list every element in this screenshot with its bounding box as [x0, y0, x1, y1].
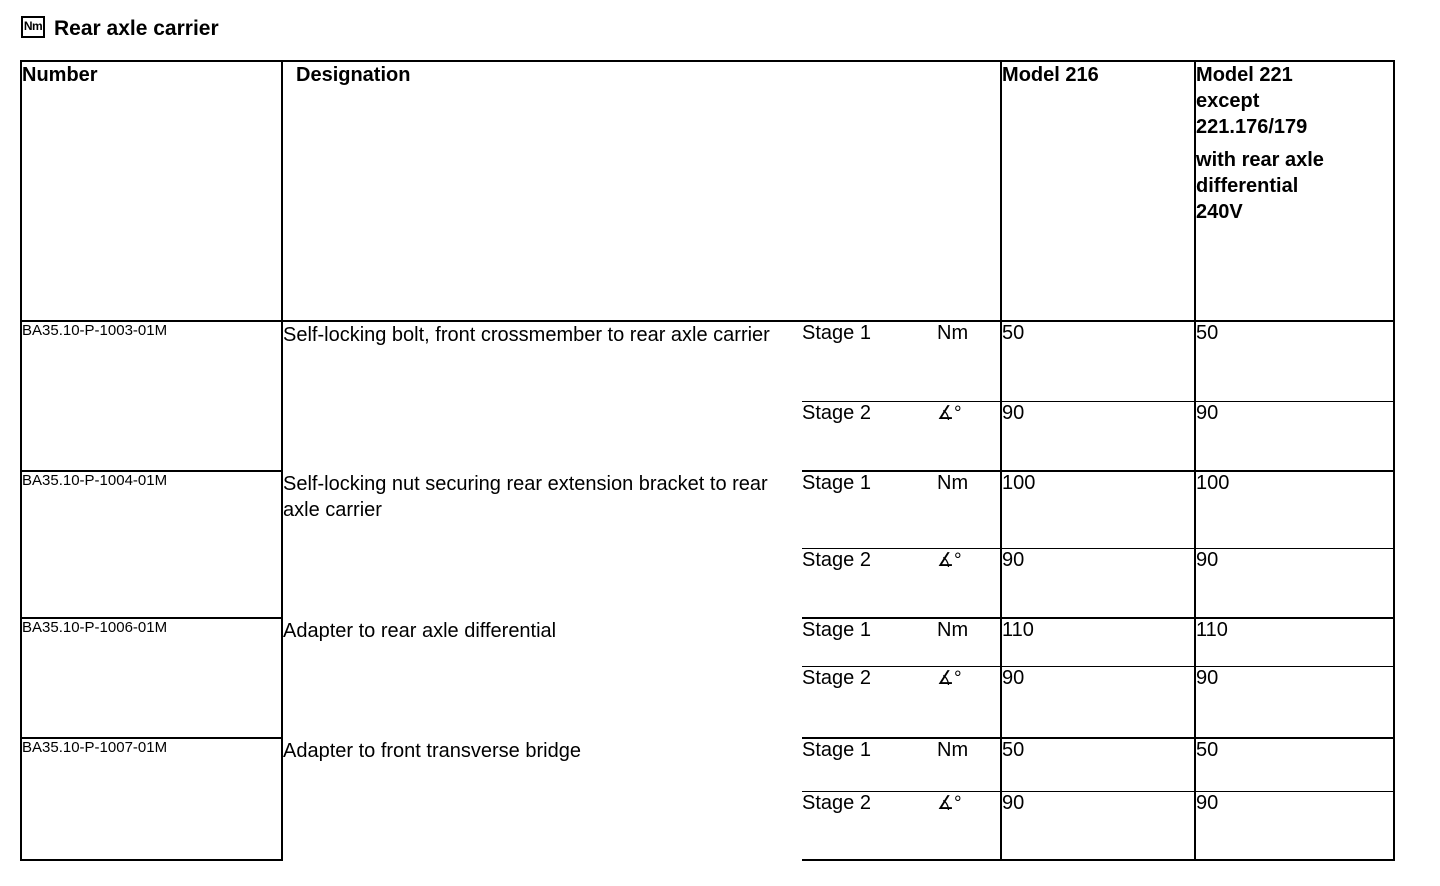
- angle-unit-label: [937, 791, 1001, 860]
- stage-label: Stage 1: [802, 739, 871, 761]
- model-221-value: 90: [1195, 666, 1394, 738]
- torque-spec-table: [20, 60, 1395, 861]
- angle-unit-label: [937, 666, 1001, 738]
- model-221-value: 90: [1195, 401, 1394, 471]
- column-header-model-216: Model 216: [1001, 61, 1195, 321]
- model-216-value: 110: [1001, 618, 1195, 666]
- part-number-cell: BA35.10-P-1006-01M: [21, 618, 282, 738]
- designation-cell: Self-locking bolt, front crossmember to rear axle carrier: [282, 321, 802, 471]
- model-221-header-line: 240V: [1196, 201, 1243, 223]
- unit-label: Nm: [937, 322, 969, 344]
- table-row: [21, 471, 1394, 548]
- stage-label: Stage 1: [802, 619, 871, 641]
- stage-label: Stage 2: [802, 548, 937, 618]
- unit-label: Nm: [937, 472, 969, 494]
- designation-cell: Adapter to rear axle differential: [282, 618, 802, 738]
- column-header-designation: Designation: [282, 61, 1001, 321]
- model-216-value: 50: [1001, 321, 1195, 401]
- model-221-header-line: Model 221: [1196, 64, 1293, 86]
- model-221-header-line: differential: [1196, 175, 1299, 197]
- angle-icon: ∡°: [937, 667, 962, 689]
- stage-label: Stage 1: [802, 472, 871, 494]
- model-221-value: 50: [1195, 738, 1394, 791]
- part-number-cell: BA35.10-P-1007-01M: [21, 738, 282, 860]
- column-header-model-221: [1195, 61, 1394, 321]
- angle-icon: ∡°: [937, 792, 962, 814]
- angle-icon: ∡°: [937, 549, 962, 571]
- page-header: [21, 14, 219, 44]
- model-221-value: 90: [1195, 548, 1394, 618]
- unit-label: Nm: [937, 619, 969, 641]
- table-row: [21, 321, 1394, 401]
- table-header-row: [21, 61, 1394, 321]
- angle-icon: ∡°: [937, 402, 962, 424]
- model-216-value: 90: [1001, 791, 1195, 860]
- column-header-number: Number: [21, 61, 282, 321]
- designation-cell: Self-locking nut securing rear extension bracket to rear axle carrier: [282, 471, 802, 618]
- model-216-value: 100: [1001, 471, 1195, 548]
- model-216-value: 90: [1001, 401, 1195, 471]
- model-221-value: 110: [1195, 618, 1394, 666]
- stage-label: Stage 2: [802, 791, 937, 860]
- model-221-header-line: with rear axle: [1196, 149, 1324, 171]
- part-number-cell: BA35.10-P-1003-01M: [21, 321, 282, 471]
- designation-cell: Adapter to front transverse bridge: [282, 738, 802, 860]
- model-221-value: 90: [1195, 791, 1394, 860]
- model-216-value: 90: [1001, 666, 1195, 738]
- stage-label: Stage 2: [802, 666, 937, 738]
- torque-nm-icon: Nm: [21, 16, 45, 38]
- part-number-cell: BA35.10-P-1004-01M: [21, 471, 282, 618]
- model-216-value: 50: [1001, 738, 1195, 791]
- stage-label: Stage 1: [802, 322, 871, 344]
- angle-unit-label: [937, 401, 1001, 471]
- model-216-value: 90: [1001, 548, 1195, 618]
- page-title: Rear axle carrier: [54, 17, 219, 40]
- model-221-value: 50: [1195, 321, 1394, 401]
- unit-label: Nm: [937, 739, 969, 761]
- stage-label: Stage 2: [802, 401, 937, 471]
- model-221-header-line: except: [1196, 90, 1260, 112]
- table-row: [21, 618, 1394, 666]
- model-221-header-line: 221.176/179: [1196, 116, 1308, 138]
- table-row: [21, 738, 1394, 791]
- model-221-value: 100: [1195, 471, 1394, 548]
- angle-unit-label: [937, 548, 1001, 618]
